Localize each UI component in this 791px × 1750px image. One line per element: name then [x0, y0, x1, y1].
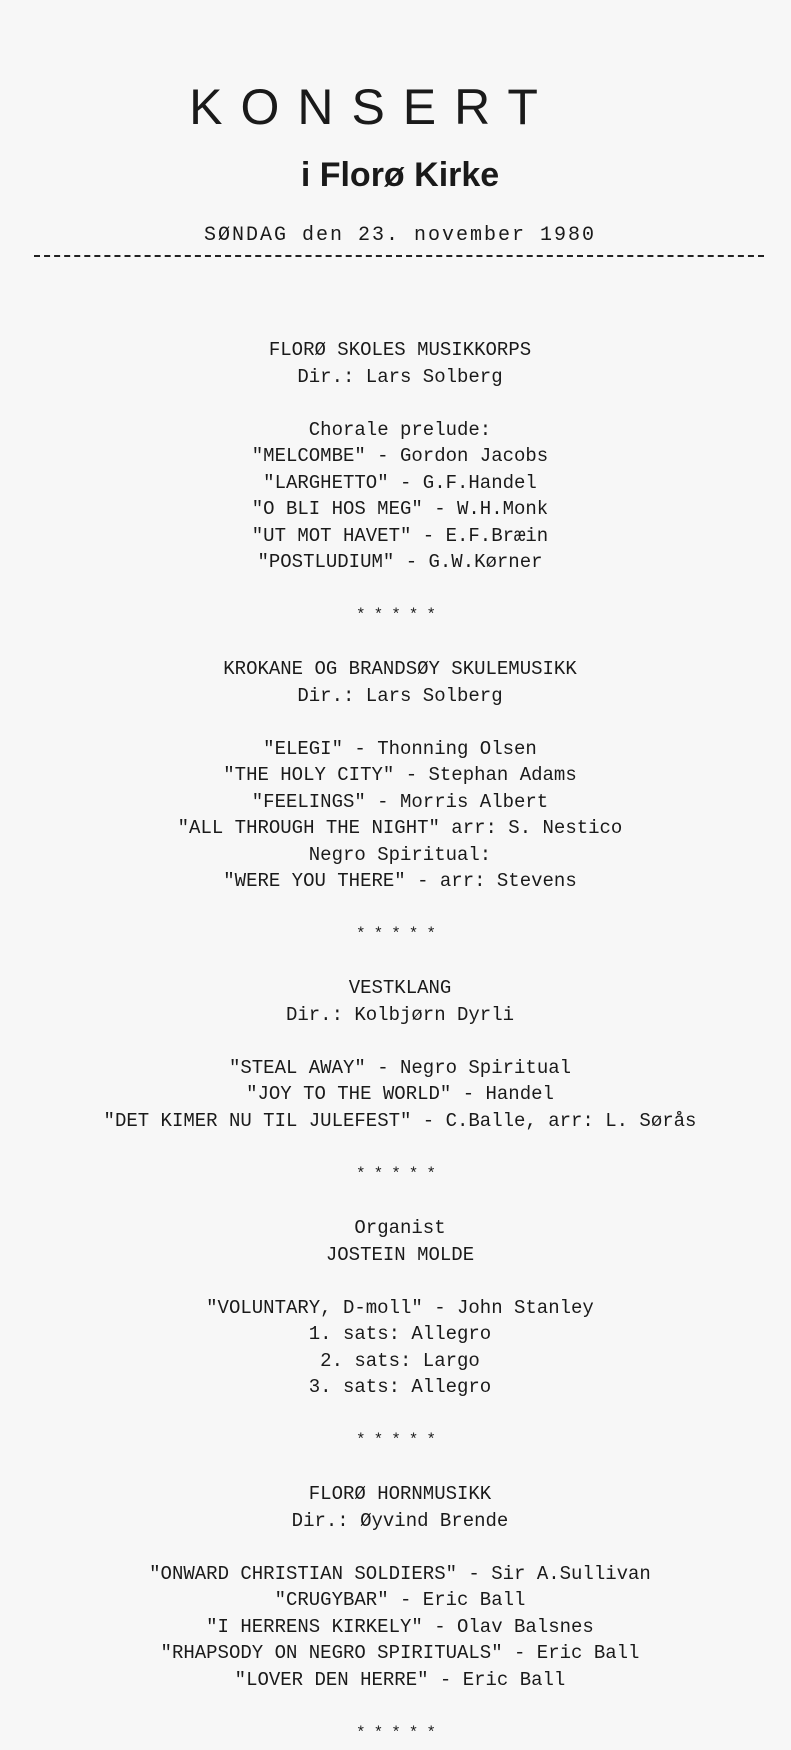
section-2-conductor: Dir.: Lars Solberg — [297, 685, 503, 707]
section-5-program-line: "CRUGYBAR" - Eric Ball — [274, 1589, 526, 1611]
section-1-program-line: "POSTLUDIUM" - G.W.Kørner — [257, 551, 543, 573]
section-5-program-line: "ONWARD CHRISTIAN SOLDIERS" - Sir A.Sullivan — [149, 1563, 651, 1585]
section-3-program-line: "STEAL AWAY" - Negro Spiritual — [228, 1057, 572, 1079]
section-5-program-line: "I HERRENS KIRKELY" - Olav Balsnes — [206, 1616, 594, 1638]
section-1-program-line: "UT MOT HAVET" - E.F.Bræin — [251, 525, 549, 547]
section-3-program-line: "DET KIMER NU TIL JULEFEST" - C.Balle, arr: L. Sørås — [103, 1110, 697, 1132]
section-2-program-line: Negro Spiritual: — [308, 844, 492, 866]
section-divider-stars: ***** — [355, 1431, 444, 1449]
section-4-ensemble: Organist — [354, 1217, 446, 1239]
section-1-program-line: "MELCOMBE" - Gordon Jacobs — [251, 445, 549, 467]
section-divider-stars: ***** — [355, 1165, 444, 1183]
section-1-program-line: Chorale prelude: — [308, 419, 492, 441]
section-5-ensemble: FLORØ HORNMUSIKK — [308, 1483, 492, 1505]
section-4-conductor: JOSTEIN MOLDE — [325, 1244, 475, 1266]
section-2-program-line: "ALL THROUGH THE NIGHT" arr: S. Nestico — [177, 817, 623, 839]
section-1-ensemble: FLORØ SKOLES MUSIKKORPS — [268, 339, 532, 361]
section-2-ensemble: KROKANE OG BRANDSØY SKULEMUSIKK — [223, 658, 577, 680]
section-3-program-line: "JOY TO THE WORLD" - Handel — [246, 1083, 554, 1105]
concert-title: KONSERT — [189, 79, 556, 135]
section-4-program-line: 1. sats: Allegro — [308, 1323, 492, 1345]
section-2-program-line: "ELEGI" - Thonning Olsen — [263, 738, 537, 760]
section-1-program-line: "LARGHETTO" - G.F.Handel — [263, 472, 537, 494]
section-3-ensemble: VESTKLANG — [348, 977, 452, 999]
section-2-program-line: "THE HOLY CITY" - Stephan Adams — [223, 764, 577, 786]
concert-date: SØNDAG den 23. november 1980 — [203, 224, 597, 247]
section-1-program-line: "O BLI HOS MEG" - W.H.Monk — [251, 498, 549, 520]
section-5-program-line: "LOVER DEN HERRE" - Eric Ball — [234, 1669, 566, 1691]
venue-subtitle: i Florø Kirke — [300, 156, 500, 194]
section-4-program-line: 3. sats: Allegro — [308, 1376, 492, 1398]
section-4-program-line: "VOLUNTARY, D-moll" - John Stanley — [206, 1297, 594, 1319]
section-2-program-line: "FEELINGS" - Morris Albert — [251, 791, 549, 813]
section-1-conductor: Dir.: Lars Solberg — [297, 366, 503, 388]
section-2-program-line: "WERE YOU THERE" - arr: Stevens — [223, 870, 577, 892]
section-4-program-line: 2. sats: Largo — [320, 1350, 480, 1372]
header-dashed-rule — [34, 255, 764, 257]
section-divider-stars: ***** — [355, 1724, 444, 1742]
section-divider-stars: ***** — [355, 606, 444, 624]
section-5-conductor: Dir.: Øyvind Brende — [291, 1510, 509, 1532]
section-5-program-line: "RHAPSODY ON NEGRO SPIRITUALS" - Eric Ball — [160, 1642, 640, 1664]
section-3-conductor: Dir.: Kolbjørn Dyrli — [285, 1004, 515, 1026]
section-divider-stars: ***** — [355, 925, 444, 943]
